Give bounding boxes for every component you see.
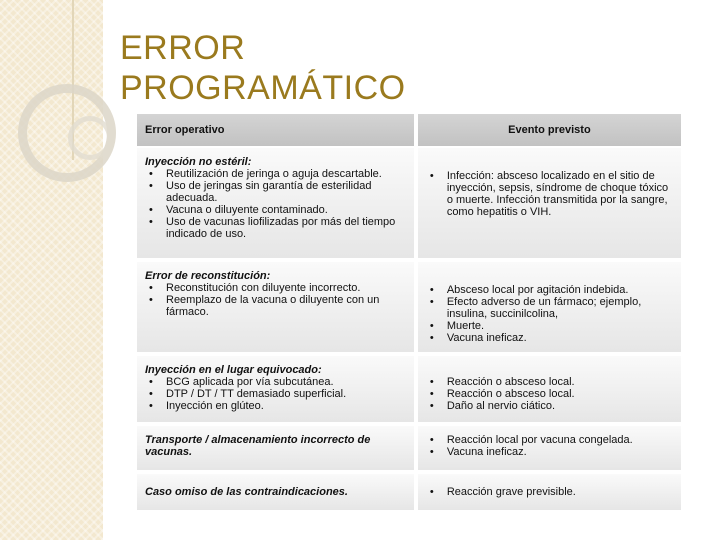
event-cell bbox=[418, 148, 681, 262]
list-item: • BCG aplicada por vía subcutánea. bbox=[145, 376, 406, 388]
decorative-ring-small bbox=[68, 116, 112, 160]
error-category: Caso omiso de las contraindicaciones. bbox=[145, 486, 348, 498]
table-row bbox=[137, 426, 681, 474]
slide-title bbox=[120, 28, 406, 108]
header-evento-previsto: Evento previsto bbox=[418, 114, 681, 148]
event-list bbox=[426, 156, 673, 218]
error-category: Inyección no estéril: bbox=[145, 156, 252, 168]
list-item: • Vacuna ineficaz. bbox=[426, 446, 673, 458]
header-error-operativo: Error operativo bbox=[137, 114, 414, 148]
event-cell bbox=[418, 474, 681, 514]
error-category: Transporte / almacenamiento incorrecto de vacunas. bbox=[145, 434, 371, 458]
list-item: • Reacción grave previsible. bbox=[426, 486, 673, 498]
list-item: • Vacuna ineficaz. bbox=[426, 332, 673, 344]
list-item: • Infección: absceso localizado en el sitio de inyección, sepsis, síndrome de choque tóxico o muerte. Infección transmitida por la sangre, como hepatitis o VIH. bbox=[426, 170, 673, 218]
list-item: • Vacuna o diluyente contaminado. bbox=[145, 204, 406, 216]
list-item: • Daño al nervio ciático. bbox=[426, 400, 673, 412]
table-row bbox=[137, 474, 681, 514]
event-cell bbox=[418, 426, 681, 474]
table-row bbox=[137, 356, 681, 426]
event-cell bbox=[418, 356, 681, 426]
error-cell bbox=[137, 474, 414, 514]
event-list bbox=[426, 270, 673, 344]
error-cell bbox=[137, 426, 414, 474]
error-list bbox=[145, 282, 406, 318]
error-list bbox=[145, 376, 406, 412]
error-event-table bbox=[137, 114, 681, 514]
table-header-row bbox=[137, 114, 681, 148]
list-item: • Efecto adverso de un fármaco; ejemplo, insulina, succinilcolina, bbox=[426, 296, 673, 320]
list-item: • Absceso local por agitación indebida. bbox=[426, 284, 673, 296]
list-item: • Reacción o absceso local. bbox=[426, 376, 673, 388]
error-category: Inyección en el lugar equivocado: bbox=[145, 364, 322, 376]
list-item: • DTP / DT / TT demasiado superficial. bbox=[145, 388, 406, 400]
event-list bbox=[426, 364, 673, 412]
table-row bbox=[137, 148, 681, 262]
list-item: • Reutilización de jeringa o aguja descartable. bbox=[145, 168, 406, 180]
list-item: • Reacción o absceso local. bbox=[426, 388, 673, 400]
error-category: Error de reconstitución: bbox=[145, 270, 271, 282]
error-cell bbox=[137, 356, 414, 426]
list-item: • Uso de vacunas liofilizadas por más del tiempo indicado de uso. bbox=[145, 216, 406, 240]
decorative-side-panel bbox=[0, 0, 103, 540]
error-cell bbox=[137, 148, 414, 262]
title-line-2: PROGRAMÁTICO bbox=[120, 69, 406, 107]
error-list bbox=[145, 168, 406, 240]
event-cell bbox=[418, 262, 681, 356]
list-item: • Reconstitución con diluyente incorrecto. bbox=[145, 282, 406, 294]
title-line-1: ERROR bbox=[120, 29, 246, 67]
list-item: • Reacción local por vacuna congelada. bbox=[426, 434, 673, 446]
list-item: • Uso de jeringas sin garantía de esterilidad adecuada. bbox=[145, 180, 406, 204]
list-item: • Muerte. bbox=[426, 320, 673, 332]
error-cell bbox=[137, 262, 414, 356]
table-row bbox=[137, 262, 681, 356]
list-item: • Inyección en glúteo. bbox=[145, 400, 406, 412]
event-list bbox=[426, 434, 673, 458]
list-item: • Reemplazo de la vacuna o diluyente con un fármaco. bbox=[145, 294, 406, 318]
event-list bbox=[426, 486, 673, 498]
